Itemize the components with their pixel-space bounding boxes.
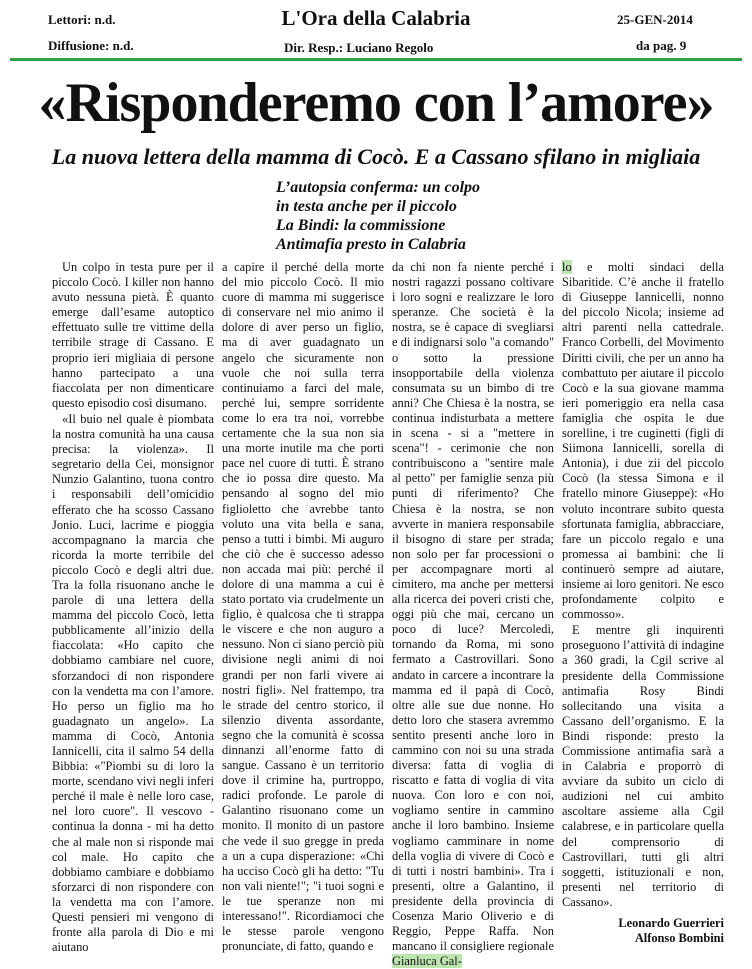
clipping-header — [0, 0, 752, 60]
author-name: Alfonso Bombini — [634, 931, 724, 946]
article-text: e molti sindaci della Sibaritide. C’è anche il fratello di Giuseppe Iannicelli, nonno del piccolo Nicola; insieme ad altri parenti nella cattedrale. Franco Corbelli, del Movimento Diritti civili, che per un anno ha combattuto per aiutare il piccolo Cocò e la sua giovane mamma ieri pomeriggio era nella casa famiglia che ospita le due sorelline, i tre cuginetti (figli di Siimona Iannicelli, sorella di Antonia), i due zii del piccolo Cocò (la stessa Simona e il fratello minore Giuseppe): «Ho voluto incontrare subito questa sfortunata famiglia, abbracciare, fare un piccolo regalo e una promessa ai bambini: che li continuerò sempre ad aiutare, insieme ai loro genitori. Ne esco profondamente colpito e commosso». — [562, 260, 724, 622]
highlighted-name: Gianluca Gal- — [392, 954, 462, 969]
article-title: «Risponderemo con l’amore» — [38, 72, 714, 134]
summary-line: Antimafia presto in Calabria — [276, 236, 466, 253]
article-column-3 — [392, 260, 554, 969]
article-text: da chi non fa niente perché i nostri ragazzi possano coltivare i loro sogni e realizzare le loro speranze. Che società è la nostra, se è capace di svegliarsi e di indignarsi solo "a comando" o sotto la pressione insopportabile della violenza consumata su un bimbo di tre anni? Che Chiesa è la nostra, se continua indisturbata a mettere in scena - si a "mettere in scena"! - cerimonie che non contribuiscono a "sentire male al petto" per famiglie senza più punti di riferimento? Che Chiesa è la nostra, se non avverte in maniera responsabile il bisogno di stare per strada; non solo per far processioni o per accompagnare morti al cimitero, ma anche per mettersi alla ricerca dei poveri cristi che, oggi più che mai, cercano un poco di luce? Mercoledì, tornando da Roma, mi sono fermato a Castrovillari. Sono andato in carcere a incontrare la mamma ed il papà di Cocò, oltre alle sue due nonne. Ho detto loro che stasera avremmo sentito presenti anche loro in cammino con noi su una strada diversa: fatta di voglia di riscatto e fatta di voglia di vita nuova. Con loro e con noi, vogliamo sentire in cammino anche il loro bambino. Insieme vogliamo camminare in nome della voglia di vivere di Cocò e di tutti i nostri bambini». Tra i presenti, oltre a Galantino, il presidente della provincia di Cosenza Mario Oliverio e di Reggio, Peppe Raffa. Non mancano il consigliere regionale — [392, 260, 554, 954]
article-paragraph: «Il buio nel quale è piombata la nostra comunità ha una causa precisa: la violenza». Il segretario della Cei, monsignor Nunzio Galantino, tuona contro i responsabili dell’omicidio efferato che ha scosso Cassano Jonio. Luci, lacrime e pioggia accompagnano la marcia che ricorda la morte terribile del piccolo Cocò e degli altri due. Tra la folla risuonano anche le parole di una lettera della mamma del piccolo Cocò, letta pubblicamente all’inizio della fiaccolata: «Ho capito che dobbiamo cambiare nel cuore, sforzandoci di non rispondere con la vendetta ma con l’amore. Ho perso un figlio ma ho guadagnato un angelo». La mamma di Cocò, Antonia Iannicelli, cita il salmo 54 della Bibbia: «"Piombi su di loro la morte, scendano vivi negli inferi perché il male è nelle loro case, nel loro cuore". Il vescovo - continua la donna - mi ha detto che al male non si risponde mai col male. Ho capito che dobbiamo cambiare e dobbiamo sforzarci di non rispondere con la vendetta ma con l’amore. Questi pensieri mi vengono di fronte alla parola di Dio e mi aiutano — [52, 411, 214, 955]
article-paragraph: a capire il perché della morte del mio piccolo Cocò. Il mio cuore di mamma mi suggerisce di conservare nel mio animo il dolore di aver perso un figlio, ma di aver guadagnato un angelo che sicuramente non vuole che noi sulla terra continuiamo a farci del male, perché lui, sempre sorridente come lo era tra noi, vorrebbe certamente che la sua non sia una morte inutile ma che porti pace nel cuore di tutti. È strano che io possa dire questo. Ma pensando al sogno del mio figlioletto che avrebbe tanto voluto una vita bella e sana, penso a tutti i bimbi. Mi auguro che ciò che è successo adesso non accada mai più: perché il dolore di una mamma a cui è stato portato via crudelmente un figlio, è qualcosa che ti strappa le viscere e che non auguro a nessuno. Non ci siano perciò più divisione negli animi di noi grandi per non farli vivere ai nostri figli». Nel frattempo, tra le strade del centro storico, il silenzio diventa assordante, segno che la comunità è scossa dinnanzi all’enorme fatto di sangue. Cassano è un territorio dove il crimine ha, purtroppo, radici profonde. Le parole di Galantino risuonano come un monito. Il monito di un pastore che vede il suo gregge in preda a un a cupa disperazione: «Chi ha ucciso Cocò gli ha detto: "Tu non vali niente!"; "i tuoi sogni e le tue speranze non mi interessano!". Ricordiamoci che le stesse parole vengono pronunciate, di fatto, quando e — [222, 260, 384, 954]
article-body — [52, 260, 732, 969]
author-signature — [562, 916, 724, 946]
article-paragraph: E mentre gli inquirenti proseguono l’attività di indagine a 360 gradi, la Cgil scrive al presidente della Commissione antimafia Rosy Bindi sollecitando una visita a Cassano dell’organismo. E la Bindi risponde: presto la Commissione antimafia sarà a in Calabria e proporrò di avviare da subito un ciclo di audizioni nel cui ambito ascoltare assieme alla Cgil calabrese, e in particolare quella del comprensorio di Castrovillari, tutti gli altri soggetti, istituzionali e non, presenti nel territorio di Cassano». — [562, 623, 724, 909]
article-subtitle: La nuova lettera della mamma di Cocò. E a Cassano sfilano in migliaia — [51, 144, 701, 169]
page-reference: da pag. 9 — [636, 38, 687, 53]
date-label: 25-GEN-2014 — [617, 12, 693, 27]
article-paragraph — [562, 260, 724, 622]
article-summary — [276, 178, 596, 254]
lettori-label: Lettori: n.d. — [48, 12, 116, 27]
author-name: Leonardo Guerrieri — [618, 916, 724, 931]
article-paragraph: Un colpo in testa pure per il piccolo Cocò. I killer non hanno avuto nessuna pietà. È quanto emerge dall’esame autoptico effettuato sulle tre vittime della terribile strage di Cassano. E proprio ieri migliaia di persone hanno partecipato a una fiaccolata per non dimenticare questo episodio così disumano. — [52, 260, 214, 410]
header-divider — [10, 58, 742, 61]
highlighted-name: lo — [562, 260, 572, 274]
summary-line: La Bindi: la commissione — [276, 217, 446, 234]
summary-line: in testa anche per il piccolo — [276, 198, 457, 215]
director-label: Dir. Resp.: Luciano Regolo — [284, 40, 434, 55]
summary-line: L’autopsia conferma: un colpo — [276, 179, 481, 196]
article-paragraph — [392, 260, 554, 969]
article-column-2 — [222, 260, 384, 954]
diffusione-label: Diffusione: n.d. — [48, 38, 134, 53]
newspaper-masthead: L'Ora della Calabria — [281, 6, 471, 30]
article-column-1 — [52, 260, 214, 955]
article-column-4 — [562, 260, 724, 946]
